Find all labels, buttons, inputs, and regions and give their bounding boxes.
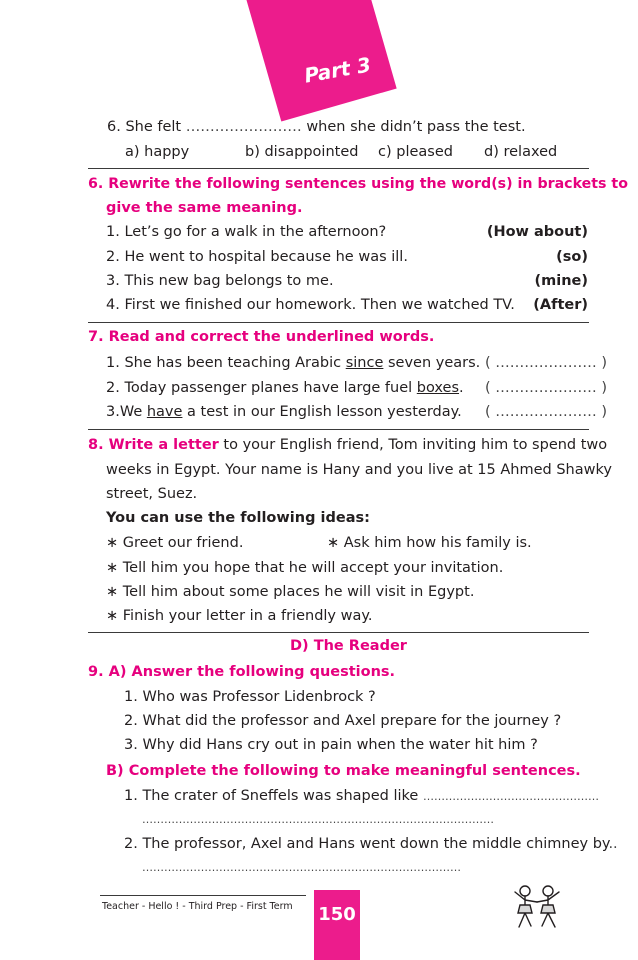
q7-item-1-underlined: since bbox=[345, 355, 384, 371]
q7-heading: 7. Read and correct the underlined words. bbox=[88, 329, 435, 345]
q9-b-item-2 bbox=[124, 834, 618, 854]
page-number-box bbox=[314, 890, 360, 960]
q7-item-3 bbox=[106, 402, 462, 422]
q6-hint-3: (mine) bbox=[534, 273, 588, 289]
q9-b-item-1-blank: ………………………………………… bbox=[422, 790, 599, 803]
divider bbox=[88, 632, 589, 633]
q9-a-item-3: 3. Why did Hans cry out in pain when the water hit him ? bbox=[124, 737, 538, 753]
q8-line3: street, Suez. bbox=[106, 486, 198, 502]
q9-a-item-2: 2. What did the professor and Axel prepare for the journey ? bbox=[124, 713, 562, 729]
q7-item-2 bbox=[106, 378, 464, 398]
q9-b-item-1-blank-line: …………………………………………………………………………………… bbox=[142, 813, 494, 826]
q7-item-3-before: 3.We bbox=[106, 404, 147, 420]
q8-ideas-heading: You can use the following ideas: bbox=[106, 510, 370, 526]
q7-item-2-before: 2. Today passenger planes have large fuel bbox=[106, 380, 417, 396]
q9-a-item-1: 1. Who was Professor Lidenbrock ? bbox=[124, 689, 376, 705]
q8-idea-4: ∗ Tell him about some places he will visit in Egypt. bbox=[106, 584, 475, 600]
divider bbox=[88, 429, 589, 430]
q5-stem-after: when she didn’t pass the test. bbox=[306, 119, 526, 135]
q8-line2: weeks in Egypt. Your name is Hany and you live at 15 Ahmed Shawky bbox=[106, 462, 612, 478]
q6-heading-line2: give the same meaning. bbox=[106, 200, 303, 216]
q9-part-b-heading: B) Complete the following to make meaningful sentences. bbox=[106, 763, 581, 779]
q8-idea-3: ∗ Tell him you hope that he will accept your invitation. bbox=[106, 560, 504, 576]
q5-item6-stem bbox=[107, 117, 526, 137]
q7-answer-3: ( ………………… ) bbox=[485, 404, 608, 420]
q8-idea-1: ∗ Greet our friend. bbox=[106, 535, 244, 551]
q7-item-1 bbox=[106, 353, 480, 373]
divider bbox=[88, 322, 589, 323]
q7-item-1-before: 1. She has been teaching Arabic bbox=[106, 355, 346, 371]
footer-rule bbox=[100, 895, 306, 896]
q8-idea-5: ∗ Finish your letter in a friendly way. bbox=[106, 608, 373, 624]
q9-b-item-2-blank-line: …………………………………………………………………………… bbox=[142, 861, 461, 874]
q6-hint-4: (After) bbox=[533, 297, 588, 313]
q5-stem-before: 6. She felt bbox=[107, 119, 182, 135]
q7-item-3-after: a test in our English lesson yesterday. bbox=[182, 404, 462, 420]
part-label: Part 3 bbox=[302, 52, 373, 88]
divider bbox=[88, 168, 589, 169]
q6-item-2: 2. He went to hospital because he was ill. bbox=[106, 249, 408, 265]
q7-answer-2: ( ………………… ) bbox=[485, 380, 608, 396]
q6-heading-line1: 6. Rewrite the following sentences using the word(s) in brackets to bbox=[88, 176, 628, 192]
q6-item-3: 3. This new bag belongs to me. bbox=[106, 273, 334, 289]
q7-answer-1: ( ………………… ) bbox=[485, 355, 608, 371]
page-number: 150 bbox=[318, 904, 356, 925]
q6-item-4: 4. First we finished our homework. Then we watched TV. bbox=[106, 297, 515, 313]
q7-item-3-underlined: have bbox=[146, 404, 183, 420]
q7-item-2-underlined: boxes bbox=[416, 380, 460, 396]
q5-option-c: c) pleased bbox=[378, 144, 453, 160]
q8-heading-bold: 8. Write a letter bbox=[88, 437, 219, 453]
q8-idea-2: ∗ Ask him how his family is. bbox=[327, 535, 532, 551]
q6-item-1: 1. Let’s go for a walk in the afternoon? bbox=[106, 224, 387, 240]
q7-item-1-after: seven years. bbox=[383, 355, 481, 371]
q6-hint-1: (How about) bbox=[486, 224, 588, 240]
q7-item-2-after: . bbox=[459, 380, 464, 396]
section-d-title: D) The Reader bbox=[290, 638, 407, 654]
q5-option-a: a) happy bbox=[125, 144, 190, 160]
q6-hint-2: (so) bbox=[556, 249, 588, 265]
q9-part-a-heading: 9. A) Answer the following questions. bbox=[88, 664, 396, 680]
q9-b-item-1-text: 1. The crater of Sneffels was shaped like bbox=[124, 788, 419, 804]
q9-b-item-1 bbox=[124, 786, 599, 807]
q5-option-d: d) relaxed bbox=[484, 144, 558, 160]
q9-b-item-2-blank: .. bbox=[608, 836, 618, 852]
q9-b-item-2-text: 2. The professor, Axel and Hans went down the middle chimney by bbox=[124, 836, 609, 852]
kids-illustration-icon bbox=[508, 882, 566, 932]
footer-book-title: Teacher - Hello ! - Third Prep - First Term bbox=[102, 901, 293, 912]
q8-heading-rest: to your English friend, Tom inviting him to spend two bbox=[223, 437, 608, 453]
q5-blank: …………………… bbox=[185, 119, 302, 135]
q5-option-b: b) disappointed bbox=[245, 144, 359, 160]
q8-heading bbox=[88, 435, 607, 455]
